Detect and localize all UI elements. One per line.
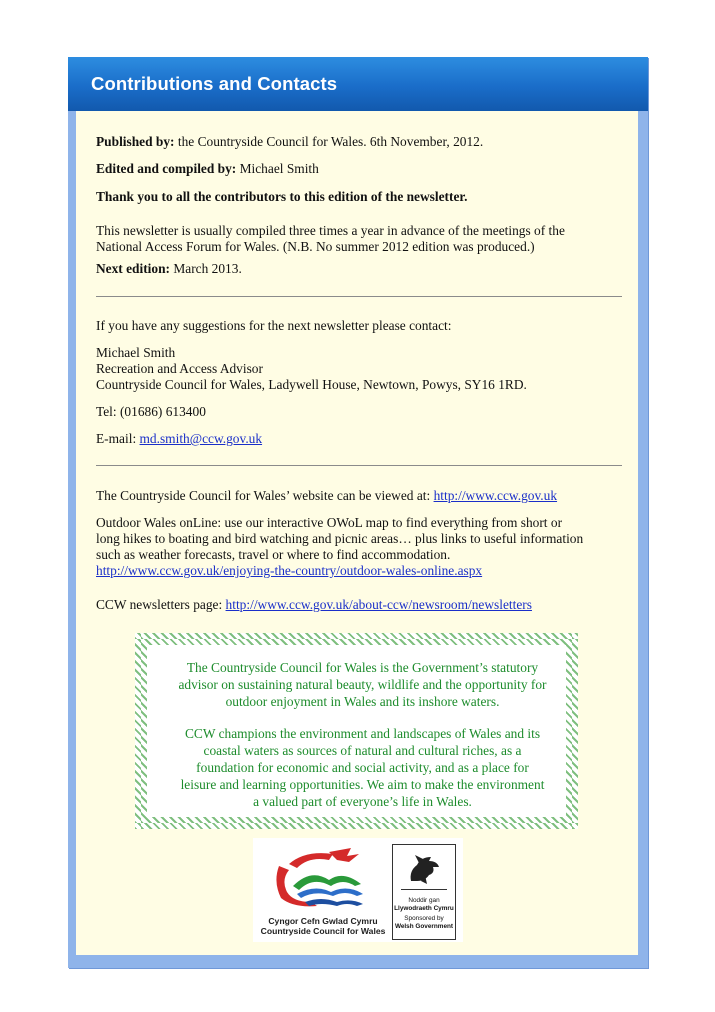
contact-email-link[interactable]: md.smith@ccw.gov.uk (139, 431, 263, 446)
wg-line-2: Llywodraeth Cymru (394, 905, 454, 912)
mission-para-2-line-4: leisure and learning opportunities. We aim to make the environment (180, 777, 545, 792)
edited-text: Michael Smith (236, 161, 319, 176)
mission-para-1-line-2: advisor on sustaining natural beauty, wildlife and the opportunity for (178, 677, 547, 692)
mission-para-2-line-5: a valued part of everyone’s life in Wales. (253, 794, 472, 809)
about-line-2: National Access Forum for Wales. (N.B. No summer 2012 edition was produced.) (96, 239, 535, 254)
wg-line-1: Noddir gan (408, 897, 440, 904)
mission-para-2-line-2: coastal waters as sources of natural and cultural riches, as a (203, 743, 522, 758)
about-line-1: This newsletter is usually compiled three times a year in advance of the meetings of the (96, 223, 565, 238)
logos-area (253, 838, 463, 942)
mission-para-2-line-1: CCW champions the environment and landscapes of Wales and its (184, 726, 541, 741)
header-bar (68, 57, 648, 111)
contact-email-line (96, 431, 262, 447)
owol-line-3: such as weather forecasts, travel or where to find accommodation. (96, 547, 451, 562)
contact-name: Michael Smith (96, 345, 176, 360)
next-edition-line (96, 261, 242, 277)
next-edition-label: Next edition: (96, 261, 171, 276)
website-text: The Countryside Council for Wales’ website can be viewed at: (96, 488, 434, 503)
owol-link (96, 563, 482, 579)
mission-para-1-line-1: The Countryside Council for Wales is the Government’s statutory (186, 660, 539, 675)
ccw-logo-icon (259, 846, 387, 914)
newsletters-link[interactable]: http://www.ccw.gov.uk/about-ccw/newsroom/newsletters (225, 597, 532, 612)
contact-address: Countryside Council for Wales, Ladywell House, Newtown, Powys, SY16 1RD. (96, 377, 527, 392)
newsletters-text: CCW newsletters page: (96, 597, 226, 612)
page-title: Contributions and Contacts (91, 73, 338, 94)
wg-logo-divider (401, 889, 447, 890)
published-line (96, 134, 483, 150)
divider (96, 465, 622, 466)
mission-box-inner (147, 645, 566, 817)
contact-intro: If you have any suggestions for the next newsletter please contact: (96, 318, 452, 333)
mission-box (135, 633, 578, 829)
contact-email-label: E-mail: (96, 431, 140, 446)
website-link[interactable]: http://www.ccw.gov.uk (433, 488, 558, 503)
published-label: Published by: (96, 134, 175, 149)
next-edition-text: March 2013. (170, 261, 242, 276)
ccw-logo-welsh-name: Cyngor Cefn Gwlad Cymru (268, 916, 378, 926)
owol-line-1: Outdoor Wales onLine: use our interactive OWoL map to find everything from short or (96, 515, 563, 530)
mission-para-2-line-3: foundation for economic and social activity, and as a place for (196, 760, 529, 775)
wg-line-4: Welsh Government (394, 923, 454, 930)
contact-tel: Tel: (01686) 613400 (96, 404, 206, 419)
wg-line-3: Sponsored by (404, 915, 444, 922)
published-text: the Countryside Council for Wales. 6th November, 2012. (174, 134, 484, 149)
mission-para-1-line-3: outdoor enjoyment in Wales and its inshore waters. (225, 694, 500, 709)
edited-line (96, 161, 319, 177)
welsh-government-logo (392, 844, 456, 940)
owol-url-link[interactable]: http://www.ccw.gov.uk/enjoying-the-country/outdoor-wales-online.aspx (96, 563, 483, 578)
thanks-line: Thank you to all the contributors to this edition of the newsletter. (96, 189, 468, 204)
dragon-icon (405, 851, 443, 887)
edited-label: Edited and compiled by: (96, 161, 237, 176)
newsletters-line (96, 597, 532, 613)
website-line (96, 488, 557, 504)
ccw-logo-english-name: Countryside Council for Wales (260, 926, 386, 936)
divider (96, 296, 622, 297)
owol-line-2: long hikes to boating and bird watching and picnic areas… plus links to useful information (96, 531, 584, 546)
contact-role: Recreation and Access Advisor (96, 361, 263, 376)
